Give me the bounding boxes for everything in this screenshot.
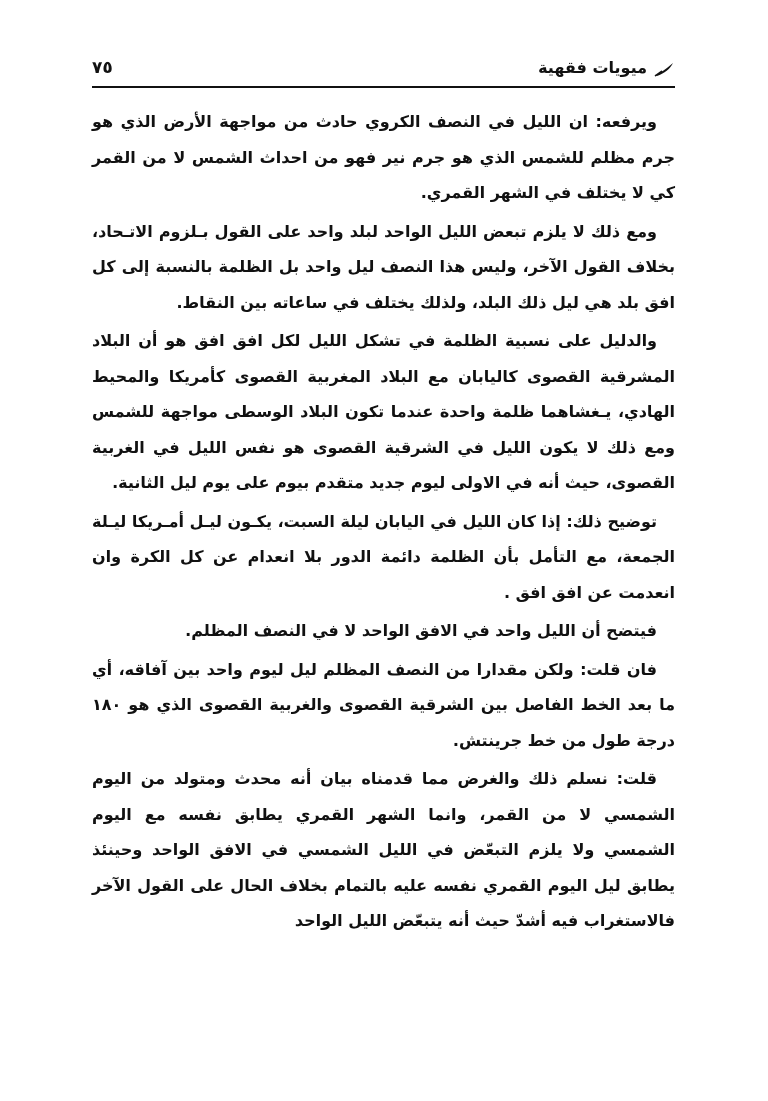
paragraph-text: نسلم ذلك والغرض مما قدمناه بيان أنه محدث ومتولد من اليوم الشمسي لا من القمر، وانما الشهر القمري يطابق نفسه مع اليوم الشمسي ولا يلزم التبعّض في الليل الشمسي في الافق الواحد وحينئذ يطابق ليل اليوم القمري نفسه عليه بالتمام بخلاف الحال على القول الآخر فالاستغراب فيه أشدّ حيث أنه يتبعّض الليل الواحد (92, 769, 675, 930)
running-title-text: ميويات فقهية (538, 58, 647, 77)
paragraph-text: فيتضح أن الليل واحد في الافق الواحد لا في النصف المظلم. (185, 621, 657, 640)
paragraph (92, 214, 675, 321)
paragraph-lead: فان قلت: (573, 659, 657, 679)
paragraph-text: ان الليل في النصف الكروي حادث من مواجهة الأرض الذي هو جرم مظلم للشمس الذي هو جرم نير فهو من احداث الشمس لا من القمر كي لا يختلف في الشهر القمري. (92, 112, 675, 202)
paragraph (92, 613, 675, 649)
paragraph (92, 323, 675, 501)
paragraph-lead: توضيح ذلك: (560, 511, 658, 531)
paragraph-lead: ويرفعه: (587, 112, 657, 131)
paragraph (92, 104, 675, 211)
header-divider (92, 86, 675, 88)
paragraph (92, 652, 675, 759)
paragraph-text: إذا كان الليل في اليابان ليلة السبت، يكـون ليـل أمـريكا ليـلة الجمعة، مع التأمل بأن الظلمة دائمة الدور بلا انعدام عن كل الكرة وان انعدمت عن افق افق . (92, 511, 675, 602)
paragraph-text: ولكن مقدارا من النصف المظلم ليل ليوم واحد بين آفاقه، أي ما بعد الخط الفاصل بين الشرقية القصوى والغربية القصوى الذي هو ١٨٠ درجة طول من خط جرينتش. (92, 659, 675, 750)
paragraph-lead: قلت: (607, 769, 657, 788)
body-text (92, 104, 675, 942)
page-number: ٧٥ (92, 58, 113, 78)
page-header (92, 54, 675, 88)
paragraph-text: ومع ذلك لا يلزم تبعض الليل الواحد لبلد واحد على القول بـلزوم الاتـحاد، بخلاف القول الآخر، وليس هذا النصف ليل واحد بل الظلمة بالنسبة إلى كل افق بلد هي ليل ذلك البلد، ولذلك يختلف في ساعاته بين النقاط. (92, 221, 675, 312)
quill-icon (653, 61, 675, 77)
running-title (538, 58, 675, 77)
paragraph (92, 504, 675, 611)
paragraph-text: والدليل على نسبية الظلمة في تشكل الليل لكل افق افق هو أن البلاد المشرقية القصوى كاليابان مع البلاد المغربية القصوى كأمريكا والمحيط الهادي، يـغشاهما ظلمة واحدة عندما تكون البلاد الوسطى مواجهة للشمس ومع ذلك لا يكون الليل في الشرقية القصوى هو نفس الليل في الغربية القصوى، حيث أنه في الاولى ليوم جديد متقدم بيوم على يوم ليل الثانية. (92, 331, 675, 492)
paragraph (92, 761, 675, 939)
